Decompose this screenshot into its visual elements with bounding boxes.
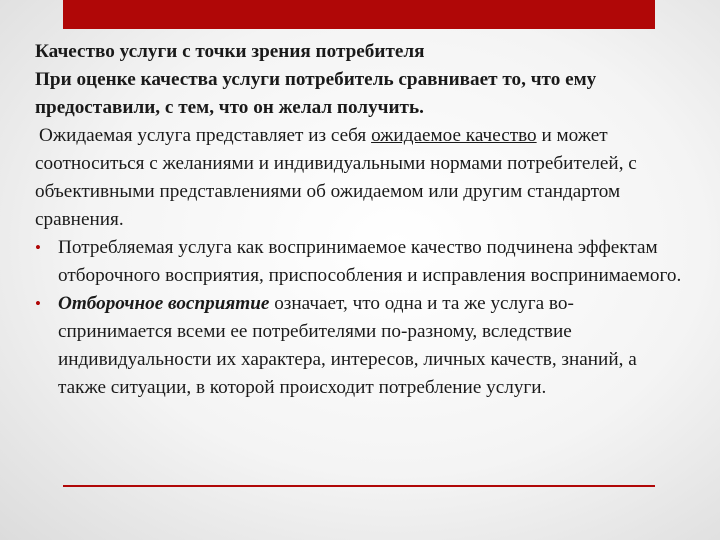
- bottom-accent-rule: [63, 485, 655, 487]
- selective-perception-term: Отборочное восприятие: [58, 293, 270, 314]
- bullet-item: [35, 234, 685, 290]
- slide-heading: Качество услуги с точки зрения потребителя: [35, 41, 425, 62]
- expected-service-paragraph: [35, 122, 685, 234]
- paragraph-text-end: и может соотноситься с желаниями и индивидуальными нормами потребителей, с объективными представлениями об ожидаемом или другим стандартом сравнения.: [35, 125, 637, 230]
- slide-content: [35, 38, 685, 402]
- bullet-dot-icon: •: [35, 294, 41, 313]
- bullet-dot-icon: •: [35, 238, 41, 257]
- bullet-item: [35, 290, 685, 402]
- expected-quality-term: ожидаемое качество: [371, 125, 537, 146]
- lead-statement: При оценке качества услуги потребитель сравнивает то, что ему предоставили, с тем, что он желал получить.: [35, 69, 597, 118]
- top-accent-bar: [63, 0, 655, 29]
- paragraph-text-start: Ожидаемая услуга представляет из себя: [39, 125, 372, 146]
- bullet-text: Потребляемая услуга как воспринимаемое качество подчинена эффектам отборочного восприятия, приспособления и исправления воспринимаемого.: [58, 237, 682, 286]
- bullet-text: означает, что одна и та же услуга во-спринимается всеми ее потребителями по-разному, вследствие индивидуальности их характера, интересов, личных качеств, знаний, а также ситуации, в которой происходит потребление услуги.: [58, 293, 637, 398]
